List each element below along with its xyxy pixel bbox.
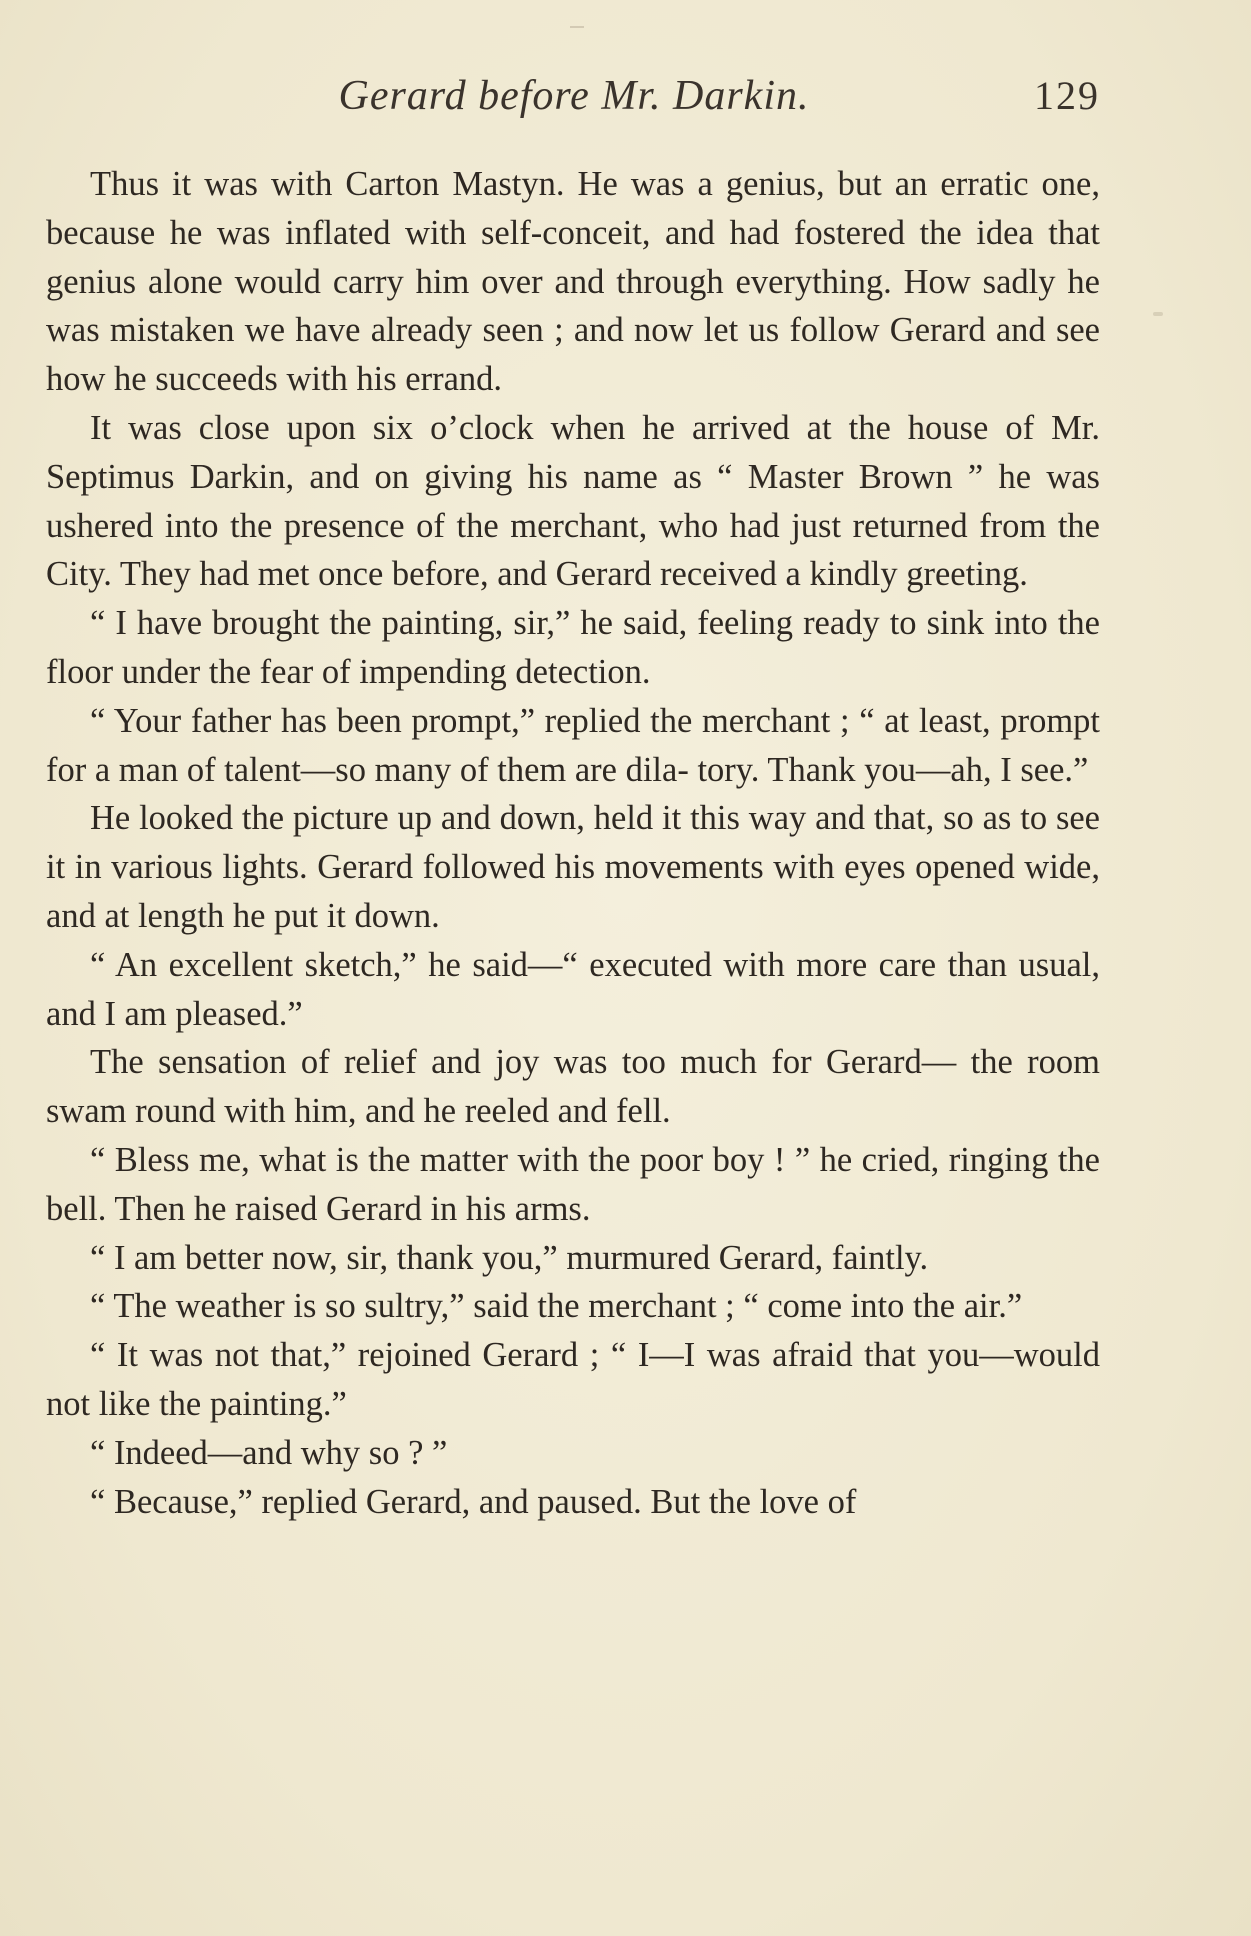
print-mark: [570, 26, 584, 28]
page-header: [48, 72, 1100, 122]
paragraph: “ I am better now, sir, thank you,” murmured Gerard, faintly.: [90, 1238, 929, 1277]
paragraph: “ Indeed—and why so ? ”: [90, 1433, 448, 1472]
paragraph: “ It was not that,” rejoined Gerard ; “ I—I was afraid that you—would not like the painting.”: [46, 1336, 1100, 1423]
paragraph: Thus it was with Carton Mastyn. He was a genius, but an erratic one, because he was inflated with self-conceit, and had fostered the idea that genius alone would carry him over and through everything. How sadly he was mistaken we have already seen ; and now let us follow Gerard and see how he succeeds with his errand.: [46, 165, 1100, 399]
paragraph: “ I have brought the painting, sir,” he said, feeling ready to sink into the floor under the fear of impending detection.: [46, 604, 1100, 691]
body-text: [46, 160, 1100, 1526]
page-number: 129: [1034, 73, 1100, 118]
paragraph: “ Bless me, what is the matter with the poor boy ! ” he cried, ringing the bell. Then he raised Gerard in his arms.: [46, 1140, 1100, 1228]
paragraph: “ The weather is so sultry,” said the merchant ; “ come into the air.”: [90, 1287, 1023, 1326]
paragraph: “ An excellent sketch,” he said—“ executed with more care than usual, and I am pleased.”: [46, 945, 1100, 1033]
paragraph: It was close upon six o’clock when he arrived at the house of Mr. Septimus Darkin, and on giving his name as “ Master Brown ” he was ushered into the presence of the merchant, who had just returned from the City. They had met once before, and Gerard received a kindly greeting.: [46, 408, 1100, 594]
paragraph: “ Your father has been prompt,” replied the merchant ; “ at least, prompt for a man of talent—so many of them are dila- tory. Thank you—ah, I see.”: [46, 701, 1100, 789]
paragraph: He looked the picture up and down, held it this way and that, so as to see it in various lights. Gerard followed his movements with eyes opened wide, and at length he put it down.: [46, 799, 1100, 935]
paragraph: “ Because,” replied Gerard, and paused. But the love of: [90, 1482, 857, 1521]
paper-smudge: [1153, 312, 1163, 316]
paragraph: The sensation of relief and joy was too much for Gerard— the room swam round with him, and he reeled and fell.: [46, 1043, 1100, 1131]
running-head: Gerard before Mr. Darkin.: [338, 73, 810, 119]
